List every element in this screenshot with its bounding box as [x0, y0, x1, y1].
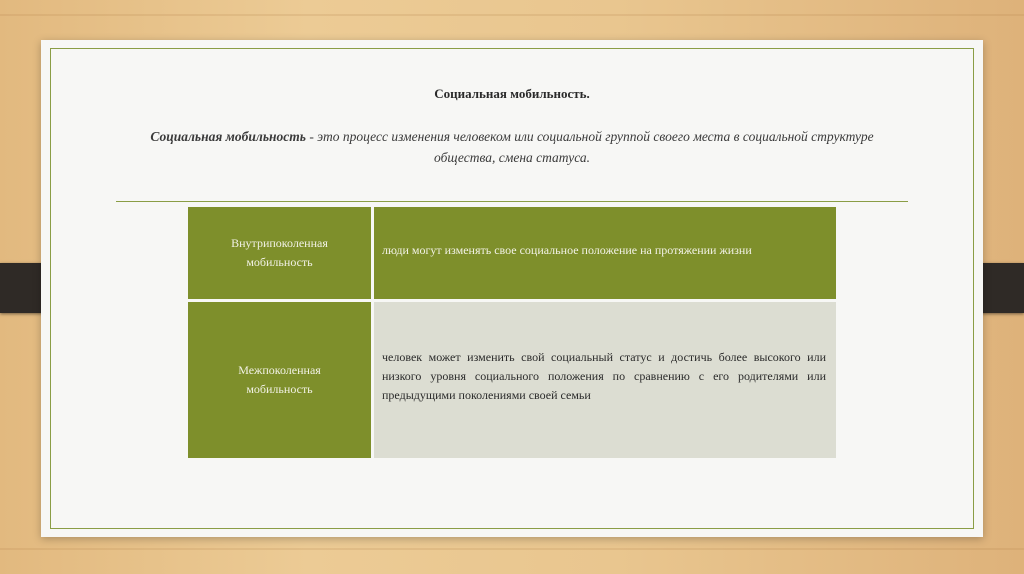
mobility-type-label: Межпоколенная мобильность — [238, 363, 321, 396]
mobility-type-label: Внутрипоколенная мобильность — [231, 236, 328, 269]
wood-grain — [0, 14, 1024, 16]
mobility-description-cell — [374, 302, 836, 458]
definition-text: - это процесс изменения человеком или социальной группой своего места в социальной структуре общества, смена статуса. — [305, 129, 874, 165]
separator-line — [116, 201, 908, 202]
table-row — [188, 207, 836, 299]
wood-grain — [0, 548, 1024, 550]
slide — [41, 40, 983, 537]
definition-paragraph — [131, 126, 893, 168]
table-row — [188, 302, 836, 458]
mobility-description-text: люди могут изменять свое социальное положение на протяжении жизни — [382, 242, 752, 257]
definition-term: Социальная мобильность — [150, 129, 306, 144]
slide-title: Социальная мобильность. — [434, 86, 590, 101]
mobility-type-cell — [188, 302, 371, 458]
mobility-description-cell — [374, 207, 836, 299]
mobility-table — [188, 207, 836, 459]
mobility-description-text: человек может изменить свой социальный статус и достичь более высокого или низкого уровня социального положения по сравнению с его родителями или предыдущими поколениями своей семьи — [382, 349, 826, 402]
mobility-type-cell — [188, 207, 371, 299]
